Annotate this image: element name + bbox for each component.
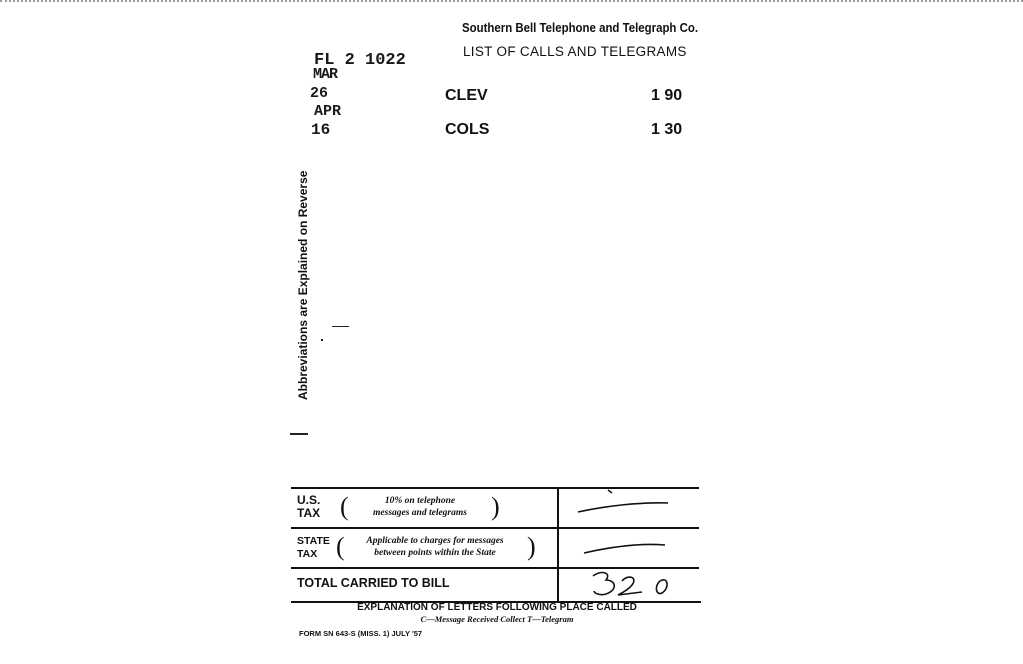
column-divider: [557, 487, 559, 601]
stray-dot: [321, 339, 323, 341]
us-tax-close-paren: ): [491, 492, 500, 521]
stamp-day-2: 16: [311, 121, 331, 139]
stamp-code: FL 2 1022: [314, 51, 406, 70]
dotted-top-border: [0, 0, 1023, 4]
us-tax-note: 10% on telephone messages and telegrams: [373, 496, 467, 518]
stamp-month-1: MAR: [313, 66, 338, 83]
call-place-1: CLEV: [445, 87, 488, 104]
explanation-codes: C—Message Received Collect T—Telegram: [420, 614, 574, 624]
company-name: Southern Bell Telephone and Telegraph Co.: [462, 20, 699, 35]
us-tax-open-paren: (: [340, 492, 349, 521]
state-tax-close-paren: ): [527, 532, 536, 561]
stray-mark: [332, 326, 349, 327]
call-amount-1: 1 90: [651, 87, 683, 104]
handwritten-entries: [560, 488, 700, 602]
call-place-2: COLS: [445, 121, 490, 138]
abbreviations-note: Abbreviations are Explained on Reverse: [296, 170, 310, 400]
form-number: FORM SN 643-S (MISS. 1) JULY '57: [299, 629, 423, 638]
state-tax-note: Applicable to charges for messages between points within the State: [366, 536, 504, 558]
margin-tick: [290, 433, 308, 435]
stamp-month-2: APR: [314, 103, 342, 120]
document-title: LIST OF CALLS AND TELEGRAMS: [463, 44, 687, 59]
total-label: TOTAL CARRIED TO BILL: [297, 576, 450, 590]
state-tax-open-paren: (: [336, 532, 345, 561]
us-tax-label: U.S. TAX: [297, 493, 321, 520]
stamp-day-1: 26: [310, 85, 329, 102]
state-tax-label: STATE TAX: [297, 535, 330, 560]
explanation-title: EXPLANATION OF LETTERS FOLLOWING PLACE CALLED: [357, 602, 637, 613]
call-amount-2: 1 30: [651, 121, 683, 138]
